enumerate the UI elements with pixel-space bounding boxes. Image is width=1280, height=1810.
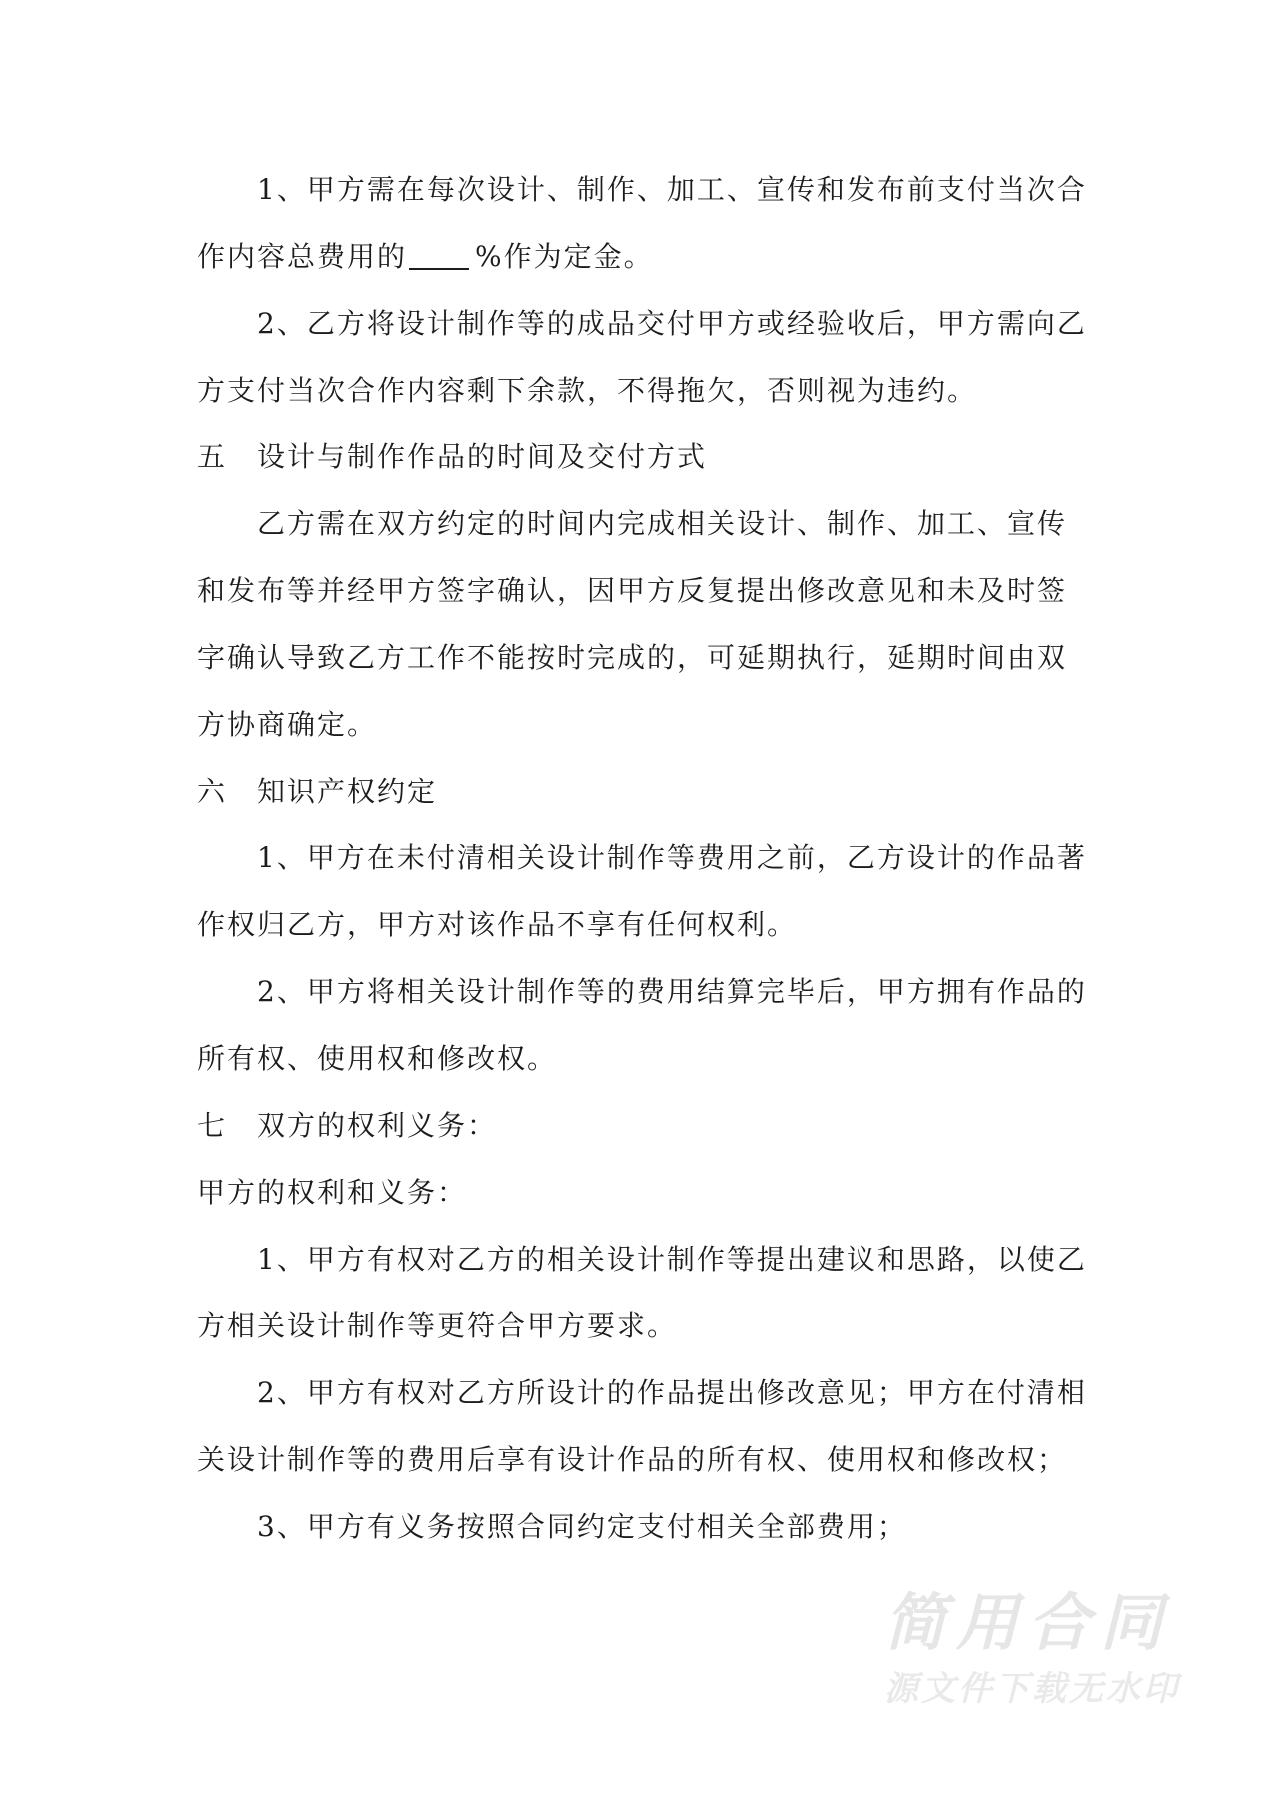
contract-body bbox=[197, 157, 1107, 1561]
deposit-percentage-blank bbox=[409, 267, 469, 270]
section-7-number: 七 bbox=[197, 1108, 228, 1142]
section-7-heading bbox=[197, 1093, 1107, 1160]
section-7-item-1-line-2: 方相关设计制作等更符合甲方要求。 bbox=[197, 1309, 678, 1343]
party-a-rights-heading: 甲方的权利和义务： bbox=[197, 1175, 468, 1209]
section-6-title: 知识产权约定 bbox=[257, 774, 438, 808]
payment-item-1-line-2 bbox=[197, 224, 1107, 291]
section-5-number: 五 bbox=[197, 440, 228, 474]
section-5-heading bbox=[197, 424, 1107, 491]
section-6-item-2-line-1: 2、甲方将相关设计制作等的费用结算完毕后，甲方拥有作品的 bbox=[257, 975, 1087, 1009]
section-5-paragraph-line-1: 乙方需在双方约定的时间内完成相关设计、制作、加工、宣传 bbox=[257, 507, 1068, 541]
section-6-number: 六 bbox=[197, 774, 228, 808]
payment-item-1-text-after: %作为定金。 bbox=[475, 239, 654, 273]
section-5-title: 设计与制作作品的时间及交付方式 bbox=[257, 440, 708, 474]
section-7-item-2-line-2: 关设计制作等的费用后享有设计作品的所有权、使用权和修改权； bbox=[197, 1443, 1068, 1477]
payment-item-2-line-1: 2、乙方将设计制作等的成品交付甲方或经验收后，甲方需向乙 bbox=[257, 306, 1087, 340]
payment-item-2-line-2: 方支付当次合作内容剩下余款，不得拖欠，否则视为违约。 bbox=[197, 373, 978, 407]
section-6-item-2-line-2: 所有权、使用权和修改权。 bbox=[197, 1041, 558, 1075]
section-6-item-1-line-2: 作权归乙方，甲方对该作品不享有任何权利。 bbox=[197, 908, 798, 942]
payment-item-1-text-before: 作内容总费用的 bbox=[197, 239, 408, 273]
section-5-paragraph-line-2: 和发布等并经甲方签字确认，因甲方反复提出修改意见和未及时签 bbox=[197, 574, 1068, 608]
section-7-item-2-line-1: 2、甲方有权对乙方所设计的作品提出修改意见；甲方在付清相 bbox=[257, 1376, 1087, 1410]
section-6-item-1-line-1: 1、甲方在未付清相关设计制作等费用之前，乙方设计的作品著 bbox=[257, 841, 1087, 875]
section-7-item-1-line-1: 1、甲方有权对乙方的相关设计制作等提出建议和思路，以使乙 bbox=[257, 1242, 1087, 1276]
watermark-title: 简用合同 bbox=[884, 1586, 1173, 1659]
section-6-heading bbox=[197, 759, 1107, 826]
section-5-paragraph-line-4: 方协商确定。 bbox=[197, 707, 378, 741]
watermark-subtitle: 源文件下载无水印 bbox=[884, 1669, 1180, 1709]
payment-item-1-line-1: 1、甲方需在每次设计、制作、加工、宣传和发布前支付当次合 bbox=[257, 173, 1087, 206]
section-7-title: 双方的权利义务： bbox=[257, 1108, 498, 1142]
section-7-item-3-line-1: 3、甲方有义务按照合同约定支付相关全部费用； bbox=[257, 1509, 907, 1543]
section-5-paragraph-line-3: 字确认导致乙方工作不能按时完成的，可延期执行，延期时间由双 bbox=[197, 640, 1068, 674]
watermark bbox=[884, 1586, 1184, 1709]
